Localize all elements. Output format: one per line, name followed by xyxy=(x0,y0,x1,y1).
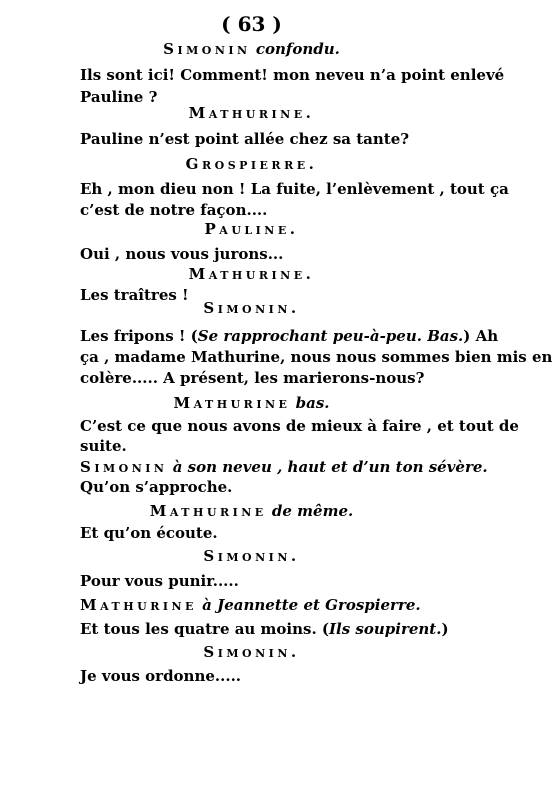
dialogue-line: Oui , nous vous jurons... xyxy=(80,245,284,263)
dialogue-line: colère..... A présent, les marierons-nous? xyxy=(80,369,425,387)
dialogue-line: Je vous ordonne..... xyxy=(80,667,242,685)
speaker-name: Simonin. xyxy=(203,547,300,565)
dialogue-line: c’est de notre façon.... xyxy=(80,201,268,219)
dialogue-line: Qu’on s’approche. xyxy=(80,478,233,496)
dialogue-line: suite. xyxy=(80,437,127,455)
dialogue-line: ça , madame Mathurine, nous nous sommes bien mis en xyxy=(80,348,552,366)
stage-direction: à Jeannette et Grospierre. xyxy=(202,596,421,614)
speaker-name: Simonin xyxy=(80,458,168,476)
speaker-name: Mathurine xyxy=(149,502,267,520)
dialogue-line: Les traîtres ! xyxy=(80,286,189,304)
stage-direction: à son neveu , haut et d’un ton sévère. xyxy=(172,458,488,476)
speaker-name: Grospierre. xyxy=(185,155,318,173)
dialogue-line: Eh , mon dieu non ! La fuite, l’enlèvement , tout ça xyxy=(80,180,509,198)
dialogue-text: Et tous les quatre au moins. ( xyxy=(80,620,330,638)
stage-direction: bas. xyxy=(295,394,330,412)
speaker-name: Pauline. xyxy=(204,220,299,238)
speaker-name: Mathurine xyxy=(173,394,291,412)
speaker-line xyxy=(0,502,503,520)
speaker-name: Mathurine xyxy=(80,596,197,614)
dialogue-line: Ils sont ici! Comment! mon neveu n’a point enlevé xyxy=(80,66,505,84)
speaker-name: Simonin. xyxy=(203,643,300,661)
dialogue-line: Pauline n’est point allée chez sa tante? xyxy=(80,130,410,148)
speaker-line xyxy=(80,596,421,614)
dialogue-text: ) xyxy=(441,620,449,638)
speaker-line xyxy=(0,394,503,412)
dialogue-line xyxy=(80,620,449,638)
stage-direction: de même. xyxy=(271,502,354,520)
dialogue-line: Pauline ? xyxy=(80,88,158,106)
speaker-line xyxy=(80,458,488,476)
speaker-name: Mathurine. xyxy=(188,104,315,122)
page-number: ( 63 ) xyxy=(221,12,282,36)
dialogue-text: ) Ah xyxy=(463,327,499,345)
speaker-name: Simonin. xyxy=(203,299,300,317)
dialogue-line: C’est ce que nous avons de mieux à faire , et tout de xyxy=(80,417,519,435)
stage-direction: Se rapprochant peu-à-peu. Bas. xyxy=(197,327,464,345)
stage-direction: confondu. xyxy=(255,40,340,58)
dialogue-text: Les fripons ! ( xyxy=(80,327,198,345)
speaker-name: Mathurine. xyxy=(188,265,315,283)
stage-direction: Ils soupirent. xyxy=(329,620,442,638)
speaker-line xyxy=(0,40,503,58)
dialogue-line: Et qu’on écoute. xyxy=(80,524,218,542)
dialogue-line xyxy=(80,327,498,345)
speaker-name: Simonin xyxy=(163,40,251,58)
dialogue-line: Pour vous punir..... xyxy=(80,572,239,590)
